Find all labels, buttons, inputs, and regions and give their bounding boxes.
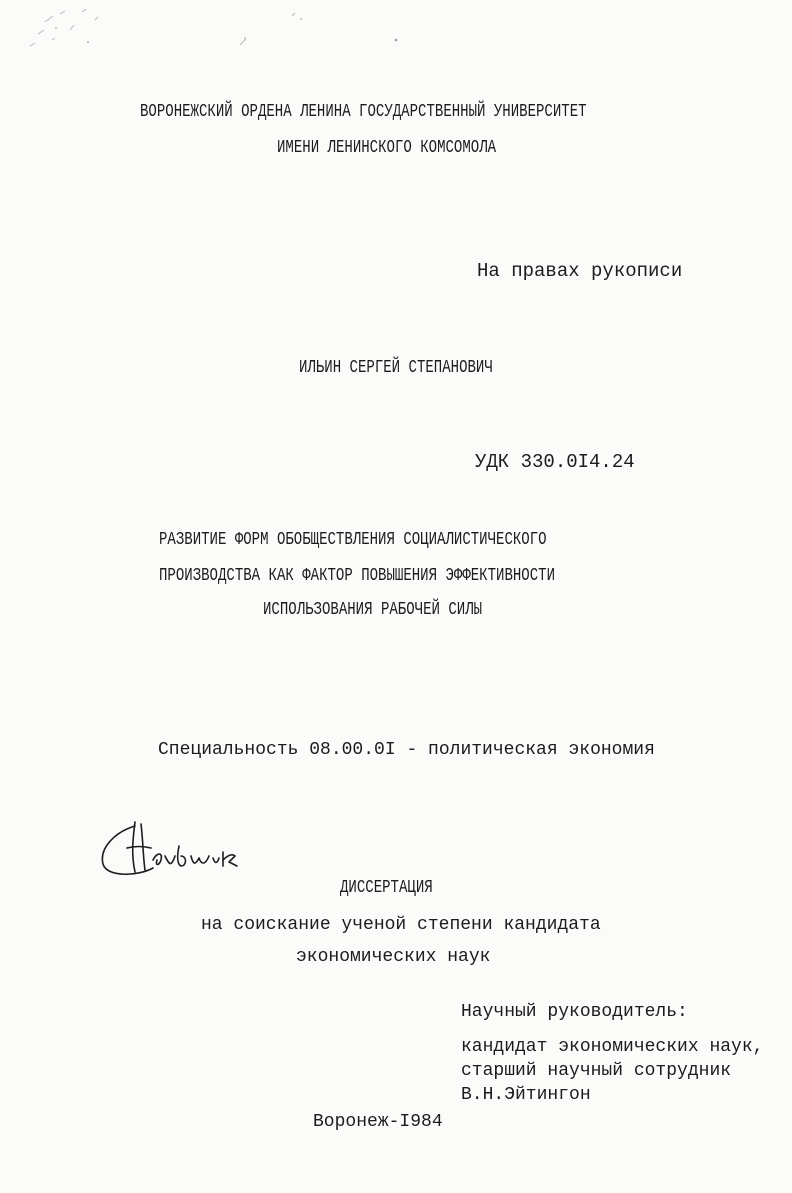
title-line-2: ПРОИЗВОДСТВА КАК ФАКТОР ПОВЫШЕНИЯ ЭФФЕКТИВНОСТИ	[159, 566, 555, 586]
rights-note: На правах рукописи	[477, 260, 683, 282]
handwritten-signature	[95, 812, 265, 882]
scan-specks	[0, 0, 420, 70]
advisor-title: старший научный сотрудник	[461, 1061, 732, 1081]
dissertation-line-2: экономических наук	[296, 947, 491, 967]
specialty: Специальность 08.00.0I - политическая экономия	[158, 740, 655, 760]
place-year: Воронеж-I984	[313, 1112, 443, 1132]
author-name: ИЛЬИН СЕРГЕЙ СТЕПАНОВИЧ	[299, 358, 493, 378]
advisor-label: Научный руководитель:	[461, 1002, 688, 1022]
dissertation-line-1: на соискание ученой степени кандидата	[201, 915, 601, 935]
title-line-1: РАЗВИТИЕ ФОРМ ОБОБЩЕСТВЛЕНИЯ СОЦИАЛИСТИЧЕСКОГО	[159, 530, 547, 550]
advisor-degree: кандидат экономических наук,	[461, 1037, 764, 1057]
udk-code: УДК 330.0I4.24	[475, 451, 635, 473]
advisor-name: В.Н.Эйтингон	[461, 1085, 591, 1105]
university-line-1: ВОРОНЕЖСКИЙ ОРДЕНА ЛЕНИНА ГОСУДАРСТВЕННЫЙ УНИВЕРСИТЕТ	[140, 102, 587, 122]
dissertation-heading: ДИССЕРТАЦИЯ	[340, 878, 433, 898]
university-line-2: ИМЕНИ ЛЕНИНСКОГО КОМСОМОЛА	[277, 138, 497, 158]
title-line-3: ИСПОЛЬЗОВАНИЯ РАБОЧЕЙ СИЛЫ	[263, 600, 483, 620]
